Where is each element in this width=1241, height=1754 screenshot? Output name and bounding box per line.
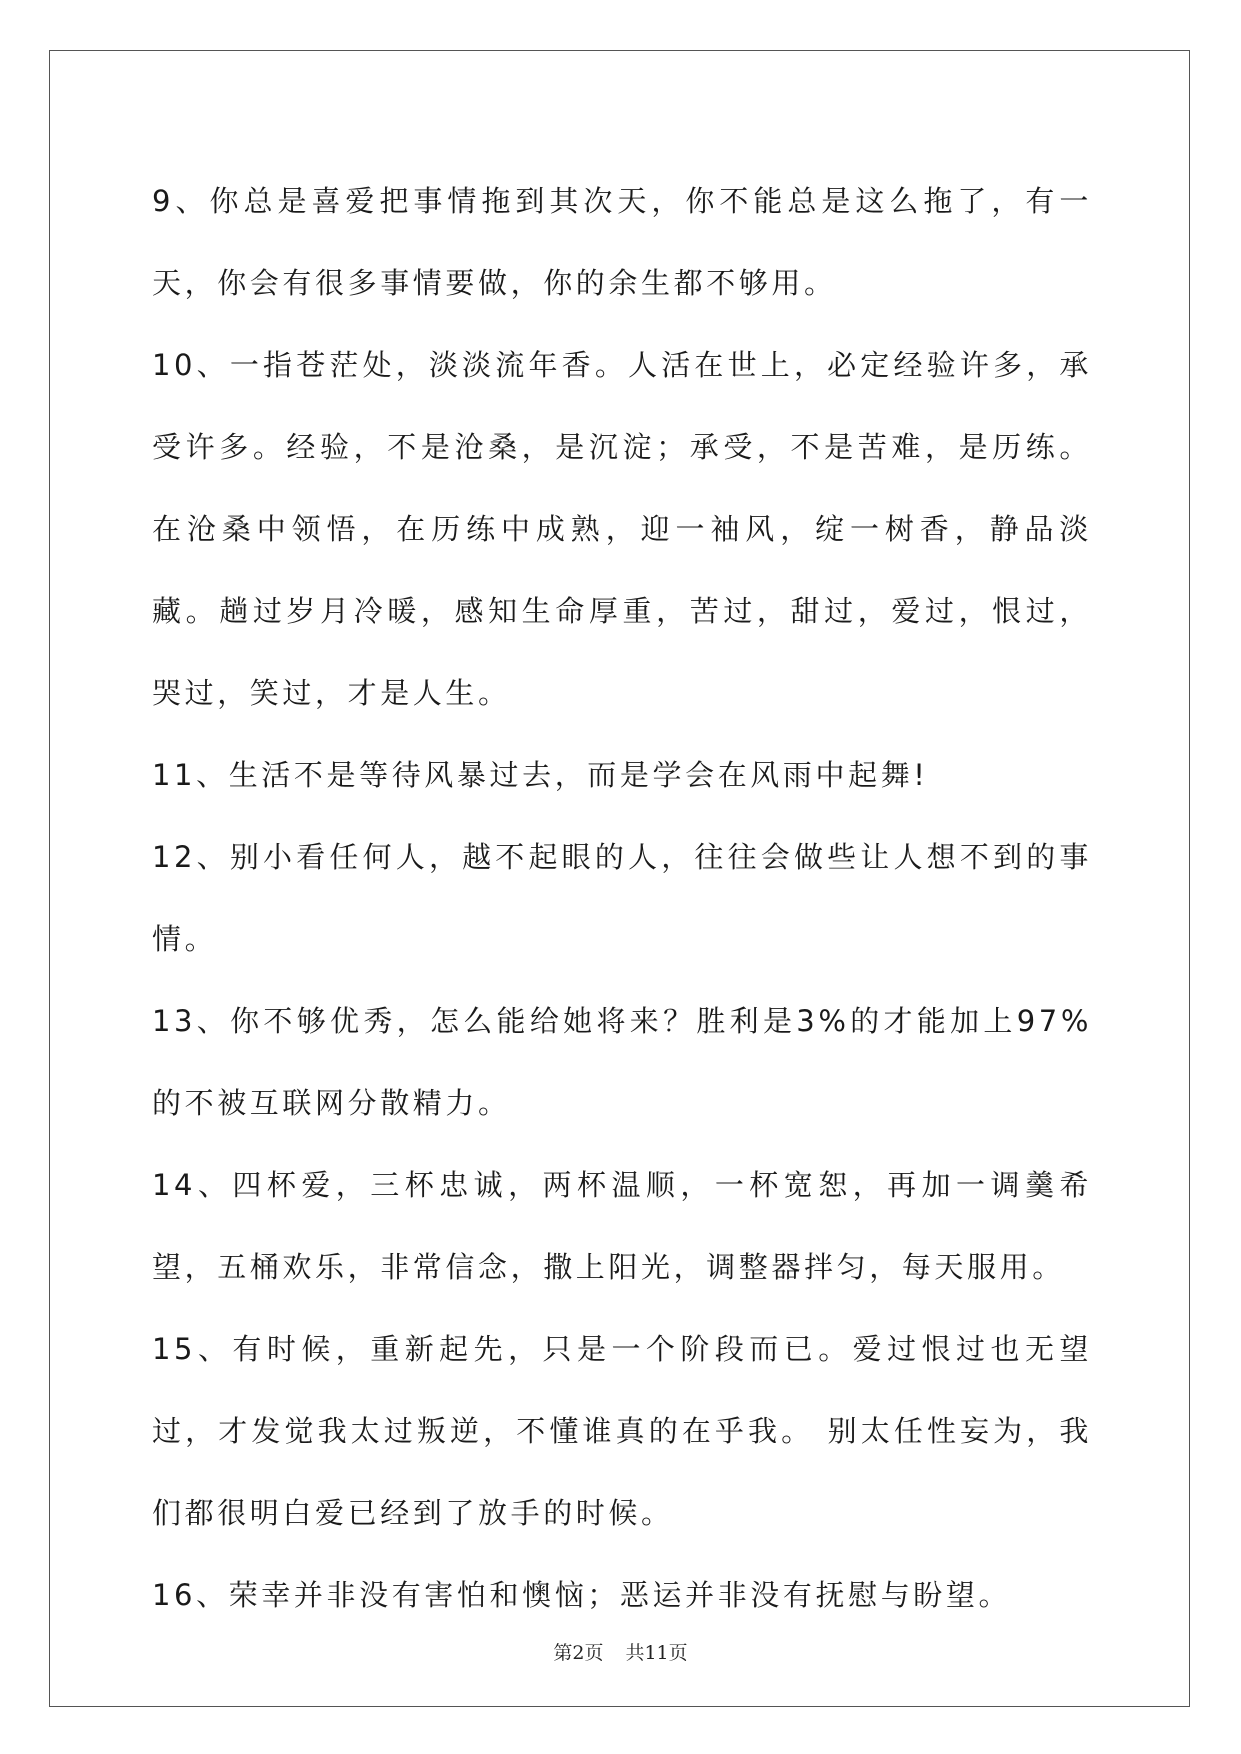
page-total: 共11页 [625,1642,688,1664]
paragraph-9: 9、你总是喜爱把事情拖到其次天，你不能总是这么拖了，有一天，你会有很多事情要做，你的余生都不够用。 [152,184,1092,300]
page-footer [0,1638,1241,1665]
paragraph-16: 16、荣幸并非没有害怕和懊恼；恶运并非没有抚慰与盼望。 [152,1578,1012,1612]
page-number: 第2页 [553,1642,604,1664]
document-body [152,160,1092,1636]
paragraph-10: 10、一指苍茫处，淡淡流年香。人活在世上，必定经验许多，承受许多。经验，不是沧桑，是沉淀；承受，不是苦难，是历练。在沧桑中领悟，在历练中成熟，迎一袖风，绽一树香，静品淡藏。趟过岁月冷暖，感知生命厚重，苦过，甜过，爱过，恨过，哭过，笑过，才是人生。 [152,348,1092,710]
paragraph-11: 11、生活不是等待风暴过去，而是学会在风雨中起舞! [152,758,929,792]
paragraph-12: 12、别小看任何人，越不起眼的人，往往会做些让人想不到的事情。 [152,840,1092,956]
paragraph-13: 13、你不够优秀，怎么能给她将来？胜利是3%的才能加上97%的不被互联网分散精力。 [152,1004,1092,1120]
paragraph-14: 14、四杯爱，三杯忠诚，两杯温顺，一杯宽恕，再加一调羹希望，五桶欢乐，非常信念，撒上阳光，调整器拌匀，每天服用。 [152,1168,1092,1284]
paragraph-15: 15、有时候，重新起先，只是一个阶段而已。爱过恨过也无望过，才发觉我太过叛逆，不懂谁真的在乎我。 别太任性妄为，我们都很明白爱已经到了放手的时候。 [152,1332,1092,1530]
